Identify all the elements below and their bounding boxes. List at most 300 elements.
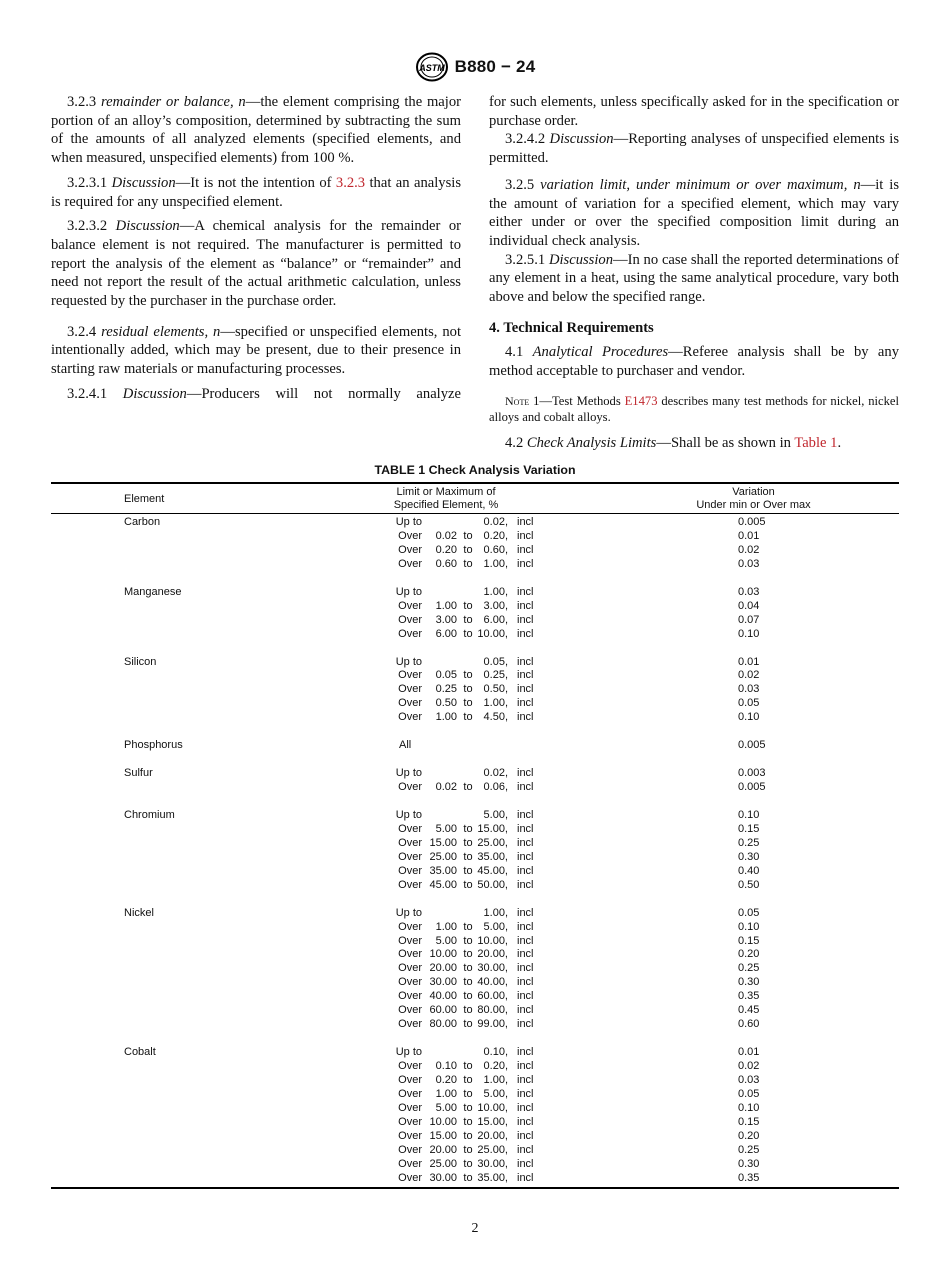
variation-value: 0.01 (738, 529, 760, 542)
limit-high: 4.50, (483, 711, 508, 724)
variation-value: 0.25 (738, 1143, 760, 1156)
header-limit: Limit or Maximum of Specified Element, % (393, 486, 499, 511)
limit-prefix: Up to (395, 809, 422, 821)
limit-low: 0.60 (435, 557, 457, 570)
limit-incl: incl (517, 948, 534, 961)
table-row (51, 1046, 899, 1060)
limit-high: 30.00, (477, 962, 508, 975)
table-row (51, 921, 899, 935)
limit-high: 99.00, (477, 1018, 508, 1031)
table-row (51, 711, 899, 725)
limit-low: 15.00 (429, 1129, 457, 1142)
limit-high: 1.00, (483, 697, 508, 710)
limit-low: 0.10 (435, 1060, 457, 1072)
section-link-3-2-3[interactable]: 3.2.3 (335, 174, 366, 191)
limit-low: 35.00 (429, 864, 457, 877)
paragraph-3-2-4-1-continued: for such elements, unless specifically asked for in the specification or purchase order. (489, 94, 899, 129)
variation-value: 0.02 (738, 543, 760, 556)
limit-to: to (463, 976, 473, 989)
variation-value: 0.45 (738, 1004, 760, 1017)
limit-prefix: Over (398, 920, 422, 933)
limit-to: to (463, 822, 473, 835)
table-row (51, 516, 899, 530)
variation-value: 0.01 (738, 655, 760, 668)
limit-high: 1.00, (483, 906, 508, 919)
table-row (51, 837, 899, 851)
element-name: Carbon (124, 516, 161, 528)
limit-to: to (463, 1004, 473, 1017)
limit-low: 30.00 (429, 976, 457, 989)
limit-low: 0.02 (435, 781, 457, 794)
variation-value: 0.05 (738, 1087, 760, 1100)
limit-low: 60.00 (429, 1004, 457, 1017)
table-row (51, 879, 899, 893)
right-column (489, 93, 899, 453)
limit-prefix: Over (398, 962, 422, 975)
paragraph-3-2-3: 3.2.3 remainder or balance, n—the element comprising the major portion of an alloy’s composition, determined by subtracting the sum of the amounts of all analyzed elements (specified elements, and when measured, unspecified elements) from 100 %. (51, 94, 461, 167)
limit-incl: incl (517, 836, 534, 849)
limit-incl: incl (517, 585, 534, 598)
note-1: Note 1—Test Methods E1473 describes many test methods for nickel, nickel alloys and cobalt alloys. (489, 393, 899, 424)
limit-to: to (463, 934, 473, 947)
limit-low: 40.00 (429, 990, 457, 1003)
table-row (51, 669, 899, 683)
limit-incl: incl (517, 557, 534, 570)
limit-to: to (463, 697, 473, 710)
limit-incl: incl (517, 627, 534, 640)
limit-low: 45.00 (429, 878, 457, 891)
limit-incl: incl (517, 599, 534, 612)
limit-incl: incl (517, 878, 534, 891)
limit-incl: incl (517, 864, 534, 877)
variation-value: 0.10 (738, 711, 760, 724)
element-name: Phosphorus (124, 739, 183, 752)
limit-prefix: Over (398, 781, 422, 794)
element-name: Sulfur (124, 767, 153, 780)
table-row (51, 586, 899, 600)
limit-incl: incl (517, 990, 534, 1003)
variation-value: 0.40 (738, 864, 760, 877)
variation-value: 0.02 (738, 669, 760, 682)
element-group (51, 656, 899, 726)
limit-high: 0.50, (483, 683, 508, 696)
variation-value: 0.30 (738, 1157, 760, 1170)
table-row (51, 1088, 899, 1102)
limit-incl: incl (517, 1143, 534, 1156)
limit-high: 20.00, (477, 948, 508, 961)
page-number: 2 (471, 1221, 479, 1236)
limit-high: 80.00, (477, 1004, 508, 1017)
element-name: Nickel (124, 906, 154, 919)
variation-value: 0.35 (738, 1171, 760, 1184)
limit-to: to (463, 1115, 473, 1128)
limit-to: to (463, 1060, 473, 1072)
variation-value: 0.003 (738, 767, 766, 780)
table-row (51, 558, 899, 572)
limit-high: 1.00, (483, 585, 508, 598)
paragraph-3-2-3-2: 3.2.3.2 Discussion—A chemical analysis for the remainder or balance element is not required. The manufacturer is permitted to report the analysis of the element as “balance” or “remainder” and need not report the result of the actual arithmetic calculation, unless requested by the purchaser in the purchase order. (51, 218, 461, 310)
limit-prefix: Up to (395, 655, 422, 668)
element-name: Manganese (124, 585, 182, 598)
limit-high: 45.00, (477, 864, 508, 877)
table-row (51, 851, 899, 865)
table-row (51, 544, 899, 558)
limit-incl: incl (517, 1073, 534, 1086)
variation-value: 0.07 (738, 613, 760, 626)
limit-prefix: Over (398, 599, 422, 612)
limit-prefix: Over (398, 627, 422, 640)
limit-high: 0.20, (483, 1060, 508, 1072)
element-group (51, 586, 899, 642)
variation-value: 0.10 (738, 627, 760, 640)
limit-low: 25.00 (429, 850, 457, 863)
limit-to: to (463, 1157, 473, 1170)
table-row (51, 1074, 899, 1088)
element-group (51, 1046, 899, 1185)
limit-to: to (463, 1143, 473, 1156)
header-element: Element (124, 493, 165, 505)
limit-to: to (463, 669, 473, 682)
limit-prefix: Over (398, 697, 422, 710)
limit-incl: incl (517, 1129, 534, 1142)
table-row (51, 1102, 899, 1116)
limit-incl: incl (517, 1018, 534, 1031)
limit-high: 1.00, (483, 1073, 508, 1086)
element-group (51, 907, 899, 1032)
limit-prefix: Over (398, 1157, 422, 1170)
variation-value: 0.03 (738, 683, 760, 696)
limit-high: 0.10, (483, 1046, 508, 1059)
variation-value: 0.30 (738, 850, 760, 863)
variation-value: 0.005 (738, 739, 766, 752)
limit-incl: incl (517, 962, 534, 975)
limit-low: 20.00 (429, 962, 457, 975)
svg-text:ASTM: ASTM (418, 63, 445, 73)
limit-high: 3.00, (483, 599, 508, 612)
limit-prefix: Over (398, 669, 422, 682)
table-row (51, 935, 899, 949)
paragraph-3-2-4: 3.2.4 residual elements, n—specified or unspecified elements, not intentionally added, which may be present, due to their presence in starting raw materials or manufacturing processes. (51, 323, 462, 378)
limit-high: 35.00, (477, 1171, 508, 1184)
limit-high: 0.06, (483, 781, 508, 794)
variation-value: 0.15 (738, 822, 760, 835)
limit-to: to (463, 711, 473, 724)
limit-low: 1.00 (435, 599, 457, 612)
limit-prefix: Over (398, 1004, 422, 1017)
page-header (0, 52, 950, 82)
limit-high: 0.02, (483, 767, 508, 780)
limit-high: 15.00, (477, 1115, 508, 1128)
paragraph-3-2-5-1: 3.2.5.1 Discussion—In no case shall the reported determinations of any element in a heat, using the same analytical procedure, vary both above and below the specified range. (489, 251, 899, 306)
limit-incl: incl (517, 920, 534, 933)
limit-incl: incl (517, 1046, 534, 1059)
table-row (51, 1116, 899, 1130)
limit-low: 0.20 (435, 543, 457, 556)
variation-value: 0.03 (738, 557, 760, 570)
limit-prefix: Over (398, 1115, 422, 1128)
limit-incl: incl (517, 697, 534, 710)
variation-value: 0.35 (738, 990, 760, 1003)
table-row (51, 656, 899, 670)
limit-high: 5.00, (483, 1087, 508, 1100)
table-row (51, 976, 899, 990)
element-group (51, 767, 899, 795)
limit-prefix: Up to (395, 906, 422, 919)
header-variation: Variation Under min or Over max (696, 486, 811, 511)
limit-prefix: Over (398, 1101, 422, 1114)
limit-prefix: Over (398, 864, 422, 877)
variation-value: 0.15 (738, 934, 760, 947)
table-row (51, 1172, 899, 1186)
limit-high: 6.00, (483, 613, 508, 626)
table-row (51, 614, 899, 628)
table-row (51, 1018, 899, 1032)
element-group (51, 516, 899, 572)
limit-low: 5.00 (435, 1101, 457, 1114)
limit-incl: incl (517, 767, 534, 780)
limit-incl: incl (517, 711, 534, 724)
paragraph-4-1: 4.1 Analytical Procedures—Referee analysis shall be by any method acceptable to purchaser and vendor. (489, 344, 900, 380)
limit-to: to (463, 1018, 473, 1031)
limit-low: 15.00 (429, 836, 457, 849)
element-name: Silicon (124, 655, 157, 668)
paragraph-3-2-4-1: 3.2.4.1 Discussion—Producers will not normally analyze (67, 385, 461, 402)
limit-incl: incl (517, 1060, 534, 1072)
table-row (51, 1004, 899, 1018)
limit-prefix: Over (398, 850, 422, 863)
limit-incl: incl (517, 613, 534, 626)
limit-low: 80.00 (429, 1018, 457, 1031)
limit-to: to (463, 1101, 473, 1114)
table-1-link[interactable]: Table 1 (794, 434, 838, 451)
table-row (51, 683, 899, 697)
variation-value: 0.04 (738, 599, 760, 612)
table-row (51, 600, 899, 614)
limit-incl: incl (517, 1115, 534, 1128)
limit-high: 1.00, (483, 557, 508, 570)
limit-to: to (463, 599, 473, 612)
table-row (51, 907, 899, 921)
table-header-rule (51, 513, 899, 514)
limit-low: 30.00 (429, 1171, 457, 1184)
table-row (51, 739, 899, 753)
element-group (51, 739, 899, 753)
limit-prefix: Over (398, 683, 422, 696)
limit-incl: incl (517, 809, 534, 821)
variation-value: 0.15 (738, 1115, 760, 1128)
limit-incl: incl (517, 516, 534, 528)
limit-prefix: Over (398, 948, 422, 961)
limit-prefix: Over (398, 1018, 422, 1031)
limit-high: 35.00, (477, 850, 508, 863)
limit-low: 3.00 (435, 613, 457, 626)
variation-value: 0.25 (738, 962, 760, 975)
limit-prefix: Over (398, 990, 422, 1003)
variation-value: 0.005 (738, 516, 766, 528)
limit-prefix: Over (398, 543, 422, 556)
limit-incl: incl (517, 781, 534, 794)
reference-link-e1473[interactable]: E1473 (624, 393, 658, 408)
limit-low: 0.02 (435, 529, 457, 542)
limit-to: to (463, 920, 473, 933)
limit-low: 6.00 (435, 627, 457, 640)
element-name: Cobalt (124, 1046, 156, 1059)
limit-prefix: Over (398, 529, 422, 542)
limit-to: to (463, 990, 473, 1003)
table-header (51, 486, 899, 512)
limit-prefix: Over (398, 1060, 422, 1072)
limit-low: 20.00 (429, 1143, 457, 1156)
limit-to: to (463, 781, 473, 794)
limit-high: 15.00, (477, 822, 508, 835)
variation-value: 0.03 (738, 585, 760, 598)
table-row (51, 1158, 899, 1172)
limit-low: 10.00 (429, 1115, 457, 1128)
variation-value: 0.10 (738, 809, 760, 821)
limit-high: 0.02, (483, 516, 508, 528)
limit-prefix: Over (398, 1073, 422, 1086)
limit-incl: incl (517, 976, 534, 989)
table-row (51, 530, 899, 544)
limit-incl: incl (517, 1004, 534, 1017)
variation-value: 0.20 (738, 948, 760, 961)
limit-high: 20.00, (477, 1129, 508, 1142)
limit-high: 60.00, (477, 990, 508, 1003)
limit-high: 25.00, (477, 1143, 508, 1156)
table-title: TABLE 1 Check Analysis Variation (374, 463, 576, 477)
element-name: Chromium (124, 809, 175, 821)
limit-to: to (463, 878, 473, 891)
variation-value: 0.03 (738, 1073, 760, 1086)
limit-high: 0.20, (483, 529, 508, 542)
limit-high: 10.00, (477, 627, 508, 640)
limit-prefix: Up to (395, 767, 422, 780)
table-bottom-rule (51, 1187, 899, 1189)
limit-incl: incl (517, 683, 534, 696)
variation-value: 0.25 (738, 836, 760, 849)
limit-to: to (463, 1171, 473, 1184)
limit-prefix: Over (398, 557, 422, 570)
variation-value: 0.20 (738, 1129, 760, 1142)
table-row (51, 823, 899, 837)
limit-low: 10.00 (429, 948, 457, 961)
limit-to: to (463, 836, 473, 849)
limit-high: 40.00, (477, 976, 508, 989)
table-body (51, 516, 899, 1199)
limit-prefix: Over (398, 1129, 422, 1142)
section-4-title: 4. Technical Requirements (489, 319, 654, 336)
limit-low: 5.00 (435, 822, 457, 835)
limit-prefix: Over (398, 976, 422, 989)
limit-high: 50.00, (477, 878, 508, 891)
table-row (51, 767, 899, 781)
document-id: B880 − 24 (454, 57, 536, 76)
limit-low: 0.25 (435, 683, 457, 696)
limit-low: 1.00 (435, 920, 457, 933)
limit-to: to (463, 1087, 473, 1100)
limit-incl: incl (517, 934, 534, 947)
variation-value: 0.05 (738, 697, 760, 710)
paragraph-3-2-5: 3.2.5 variation limit, under minimum or over maximum, n—it is the amount of variation for a specified element, which may vary either under or over the specified composition limit during an individual check analysis. (489, 176, 900, 249)
limit-to: to (463, 962, 473, 975)
variation-value: 0.10 (738, 1101, 760, 1114)
element-group (51, 809, 899, 893)
limit-incl: incl (517, 543, 534, 556)
paragraph-3-2-3-1: 3.2.3.1 Discussion—It is not the intention of 3.2.3 that an analysis is required for any unspecified element. (51, 174, 462, 210)
limit-prefix: Up to (395, 516, 422, 528)
limit-high: 5.00, (483, 920, 508, 933)
limit-incl: incl (517, 1101, 534, 1114)
left-column (51, 93, 461, 404)
limit-high: 25.00, (477, 836, 508, 849)
variation-value: 0.60 (738, 1018, 760, 1031)
table-row (51, 948, 899, 962)
limit-to: to (463, 557, 473, 570)
variation-value: 0.05 (738, 906, 760, 919)
table-top-rule (51, 482, 899, 484)
variation-value: 0.01 (738, 1046, 760, 1059)
limit-incl: incl (517, 1157, 534, 1170)
table-row (51, 865, 899, 879)
limit-high: 10.00, (477, 1101, 508, 1114)
limit-low: 25.00 (429, 1157, 457, 1170)
variation-value: 0.02 (738, 1060, 760, 1072)
limit-incl: incl (517, 669, 534, 682)
table-row (51, 1060, 899, 1074)
limit-prefix: Up to (395, 1046, 422, 1059)
limit-to: to (463, 543, 473, 556)
table-row (51, 697, 899, 711)
table-row (51, 1144, 899, 1158)
limit-to: to (463, 683, 473, 696)
limit-prefix: Over (398, 1143, 422, 1156)
limit-incl: incl (517, 1087, 534, 1100)
limit-high: 0.25, (483, 669, 508, 682)
limit-incl: incl (517, 529, 534, 542)
limit-incl: incl (517, 822, 534, 835)
limit-all: All (399, 739, 412, 752)
limit-high: 0.60, (483, 543, 508, 556)
limit-low: 5.00 (435, 934, 457, 947)
limit-prefix: Up to (395, 585, 422, 598)
limit-to: to (463, 627, 473, 640)
limit-incl: incl (517, 850, 534, 863)
limit-prefix: Over (398, 613, 422, 626)
limit-incl: incl (517, 906, 534, 919)
limit-low: 0.05 (435, 669, 457, 682)
limit-prefix: Over (398, 878, 422, 891)
limit-high: 10.00, (477, 934, 508, 947)
limit-prefix: Over (398, 836, 422, 849)
limit-high: 30.00, (477, 1157, 508, 1170)
limit-incl: incl (517, 655, 534, 668)
table-row (51, 990, 899, 1004)
limit-high: 0.05, (483, 655, 508, 668)
variation-value: 0.50 (738, 878, 760, 891)
table-row (51, 809, 899, 823)
variation-value: 0.005 (738, 781, 766, 794)
limit-prefix: Over (398, 934, 422, 947)
limit-low: 1.00 (435, 1087, 457, 1100)
table-row (51, 781, 899, 795)
limit-prefix: Over (398, 1171, 422, 1184)
limit-to: to (463, 1073, 473, 1086)
variation-value: 0.30 (738, 976, 760, 989)
limit-low: 0.50 (435, 697, 457, 710)
limit-to: to (463, 864, 473, 877)
limit-to: to (463, 529, 473, 542)
limit-prefix: Over (398, 822, 422, 835)
